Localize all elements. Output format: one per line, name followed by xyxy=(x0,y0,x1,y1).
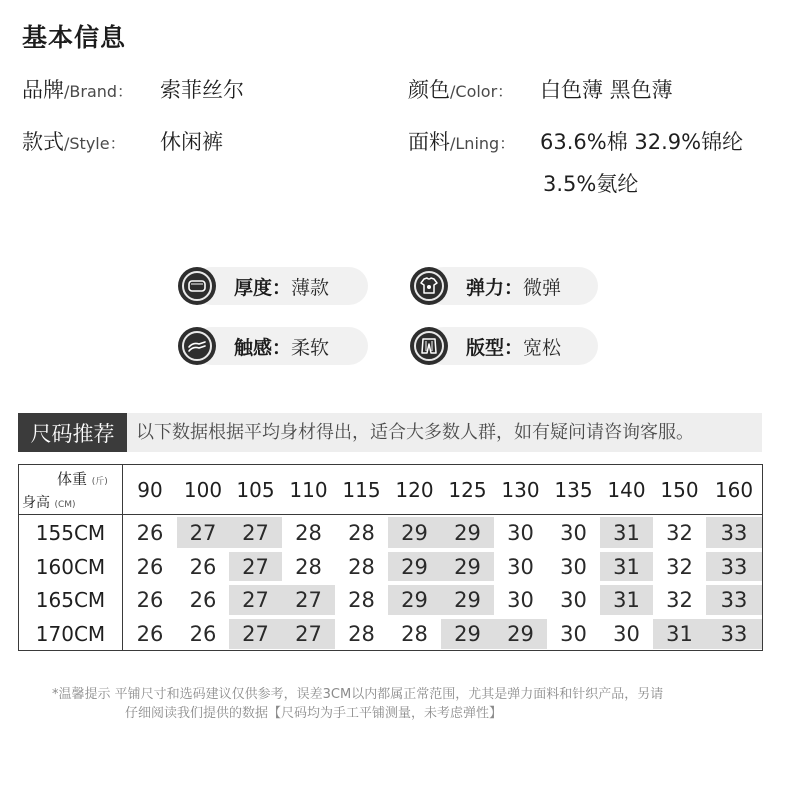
size-cell: 30 xyxy=(507,520,534,545)
weight-column-header: 110 xyxy=(282,465,335,515)
weight-column-header: 100 xyxy=(177,465,229,515)
size-cell: 26 xyxy=(189,588,217,612)
size-cell: 30 xyxy=(560,622,587,646)
size-cell: 33 xyxy=(706,585,762,615)
weight-column-header: 105 xyxy=(229,465,282,515)
height-row-label: 170CM xyxy=(19,617,123,651)
height-row-label: 155CM xyxy=(19,515,123,550)
section-title: 基本信息 xyxy=(22,23,127,52)
color-label-en: /Color： xyxy=(450,82,514,101)
size-cell: 30 xyxy=(507,554,534,579)
style-label-en: /Style： xyxy=(64,134,126,153)
touch-icon xyxy=(178,327,216,365)
size-cell: 29 xyxy=(388,517,441,548)
size-table xyxy=(18,464,763,651)
size-cell: 32 xyxy=(666,588,693,612)
height-header: 身高 (CM) xyxy=(22,495,76,511)
color-row xyxy=(408,74,673,104)
size-cell: 32 xyxy=(666,554,693,579)
size-cell: 26 xyxy=(136,622,164,646)
size-cell: 31 xyxy=(653,619,706,649)
size-cell: 26 xyxy=(136,554,164,579)
size-note: 以下数据根据平均身材得出，适合大多数人群，如有疑问请咨询客服。 xyxy=(136,422,694,443)
weight-column-header: 160 xyxy=(706,465,762,515)
size-cell: 31 xyxy=(600,552,653,581)
attr-fit xyxy=(410,327,561,365)
size-cell: 28 xyxy=(295,554,322,579)
weight-column-header: 120 xyxy=(388,465,441,515)
brand-label: 品牌 xyxy=(22,78,64,102)
size-cell: 33 xyxy=(706,517,762,548)
size-cell: 28 xyxy=(348,588,375,612)
fabric-value-line2: 3.5%氨纶 xyxy=(543,172,639,196)
size-cell: 27 xyxy=(229,619,282,649)
attr-touch-value: 柔软 xyxy=(291,336,330,359)
fit-icon xyxy=(410,327,448,365)
size-cell: 28 xyxy=(348,520,375,545)
attr-thickness-value: 薄款 xyxy=(291,276,330,299)
size-cell: 29 xyxy=(388,585,441,615)
size-cell: 31 xyxy=(600,517,653,548)
brand-row xyxy=(22,74,244,104)
size-cell: 30 xyxy=(560,588,587,612)
style-value: 休闲裤 xyxy=(160,130,223,154)
fabric-row xyxy=(408,126,744,196)
weight-column-header: 150 xyxy=(653,465,706,515)
size-cell: 32 xyxy=(666,520,693,545)
size-cell: 31 xyxy=(600,585,653,615)
size-cell: 28 xyxy=(295,520,322,545)
size-cell: 27 xyxy=(229,585,282,615)
size-cell: 29 xyxy=(494,619,547,649)
size-cell: 30 xyxy=(613,622,640,646)
size-tag: 尺码推荐 xyxy=(18,413,127,452)
footer-line1: *温馨提示 平铺尺寸和选码建议仅供参考，误差3CM以内都属正常范围，尤其是弹力面料和针织产品，另请 xyxy=(52,687,664,702)
size-cell: 33 xyxy=(706,552,762,581)
attr-elasticity-key: 弹力： xyxy=(466,276,524,299)
attr-fit-key: 版型： xyxy=(466,336,524,359)
fabric-label: 面料 xyxy=(408,130,450,154)
size-banner xyxy=(18,413,762,452)
size-cell: 30 xyxy=(560,520,587,545)
weight-column-header: 140 xyxy=(600,465,653,515)
size-cell: 29 xyxy=(441,517,494,548)
size-cell: 29 xyxy=(441,619,494,649)
size-cell: 29 xyxy=(388,552,441,581)
style-row xyxy=(22,126,223,156)
attr-touch xyxy=(178,327,329,365)
size-cell: 29 xyxy=(441,585,494,615)
weight-column-header: 115 xyxy=(335,465,388,515)
size-cell: 29 xyxy=(441,552,494,581)
weight-column-header: 125 xyxy=(441,465,494,515)
size-cell: 28 xyxy=(348,554,375,579)
brand-label-en: /Brand： xyxy=(64,82,134,101)
size-cell: 30 xyxy=(560,554,587,579)
table-corner xyxy=(19,465,123,515)
brand-value: 索菲丝尔 xyxy=(160,78,244,102)
size-cell: 26 xyxy=(136,520,164,545)
weight-header: 体重 (斤) xyxy=(57,470,108,488)
height-row-label: 165CM xyxy=(19,583,123,617)
thickness-icon xyxy=(178,267,216,305)
attr-thickness xyxy=(178,267,329,305)
attr-elasticity xyxy=(410,267,561,305)
style-label: 款式 xyxy=(22,130,64,154)
weight-column-header: 90 xyxy=(123,465,177,515)
height-row-label: 160CM xyxy=(19,550,123,583)
attr-touch-key: 触感： xyxy=(234,336,292,359)
attr-thickness-key: 厚度： xyxy=(234,276,292,299)
size-cell: 27 xyxy=(282,585,335,615)
weight-column-header: 135 xyxy=(547,465,600,515)
color-value: 白色薄 黑色薄 xyxy=(540,78,673,102)
size-cell: 28 xyxy=(401,622,428,646)
size-cell: 33 xyxy=(706,619,762,649)
footer-note xyxy=(52,685,752,723)
size-cell: 26 xyxy=(136,588,164,612)
color-label: 颜色 xyxy=(408,78,450,102)
size-cell: 27 xyxy=(282,619,335,649)
size-cell: 28 xyxy=(348,622,375,646)
size-cell: 27 xyxy=(229,517,282,548)
size-cell: 27 xyxy=(177,517,229,548)
size-cell: 30 xyxy=(507,588,534,612)
size-cell: 26 xyxy=(189,554,217,579)
attr-elasticity-value: 微弹 xyxy=(523,276,562,299)
fabric-label-en: /Lning： xyxy=(450,134,516,153)
size-cell: 27 xyxy=(229,552,282,581)
footer-line2: 仔细阅读我们提供的数据【尺码均为手工平铺测量，未考虑弹性】 xyxy=(125,706,503,721)
fabric-value-line1: 63.6%棉 32.9%锦纶 xyxy=(540,130,744,154)
elasticity-icon xyxy=(410,267,448,305)
weight-column-header: 130 xyxy=(494,465,547,515)
size-cell: 26 xyxy=(189,622,217,646)
attr-fit-value: 宽松 xyxy=(523,336,562,359)
